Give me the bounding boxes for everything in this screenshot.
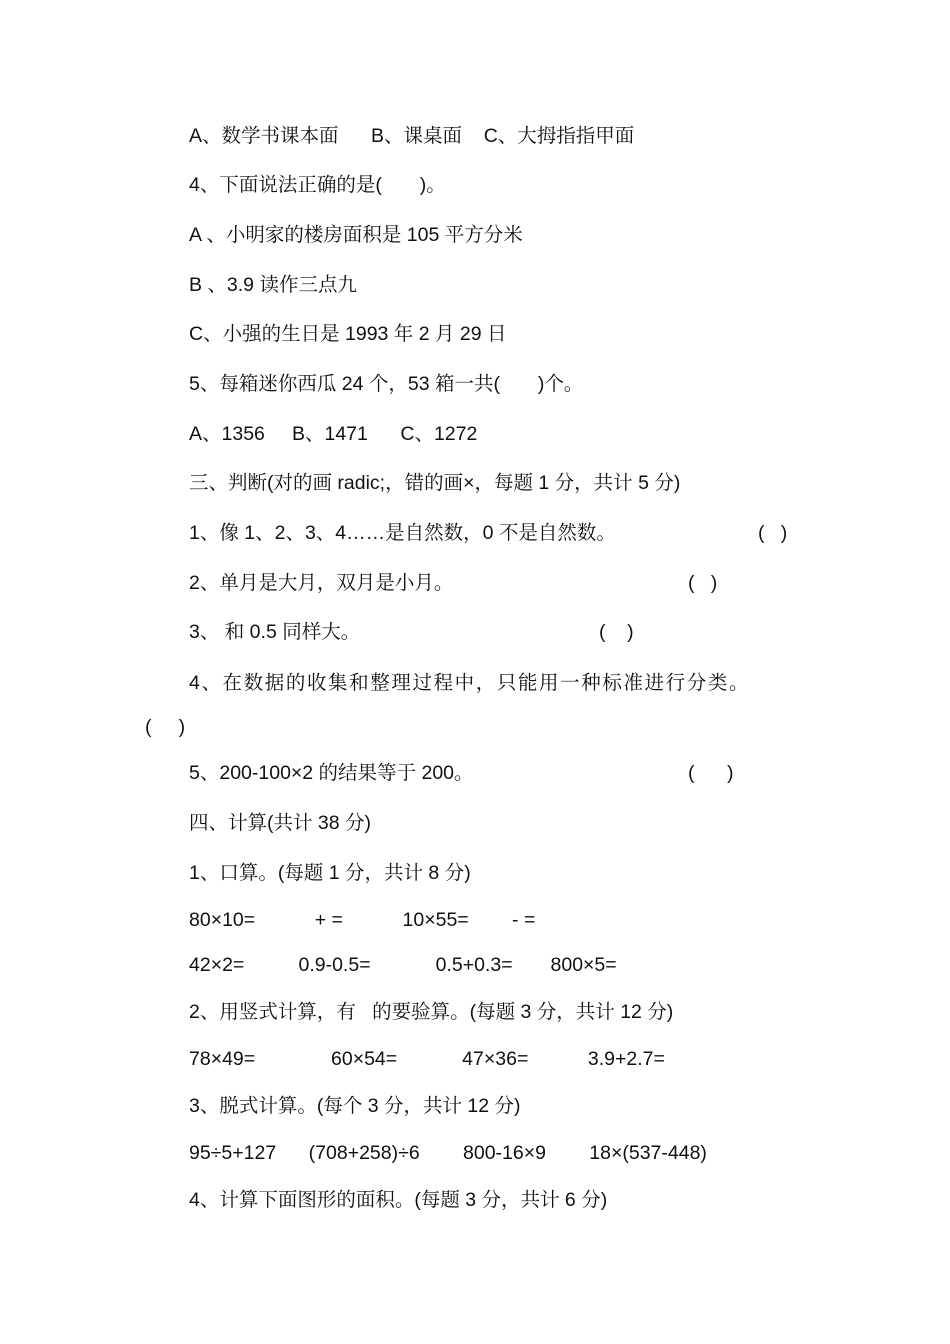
q4-option-a: A 、小明家的楼房面积是 105 平方分米 xyxy=(189,224,523,246)
calc-1-row-1: 80×10= + = 10×55= - = xyxy=(189,909,536,931)
judge-1-blank: ( ) xyxy=(758,522,788,544)
judge-5-text: 5、200-100×2 的结果等于 200。 xyxy=(189,762,474,784)
calc-1-heading: 1、口算。(每题 1 分，共计 8 分) xyxy=(189,862,471,884)
judge-2-blank: ( ) xyxy=(688,572,718,594)
q5-question: 5、每箱迷你西瓜 24 个，53 箱一共( )个。 xyxy=(189,373,584,395)
judge-3-blank: ( ) xyxy=(599,621,634,643)
calc-1-row-2: 42×2= 0.9-0.5= 0.5+0.3= 800×5= xyxy=(189,954,617,976)
q4-option-c: C、小强的生日是 1993 年 2 月 29 日 xyxy=(189,323,507,345)
q3-options: A、数学书课本面 B、课桌面 C、大拇指指甲面 xyxy=(189,125,635,147)
judge-1-text: 1、像 1、2、3、4……是自然数，0 不是自然数。 xyxy=(189,522,616,544)
q4-option-b: B 、3.9 读作三点九 xyxy=(189,274,357,296)
judge-2-text: 2、单月是大月，双月是小月。 xyxy=(189,572,454,594)
judge-5-blank: ( ) xyxy=(688,762,734,784)
calc-2-row: 78×49= 60×54= 47×36= 3.9+2.7= xyxy=(189,1048,665,1070)
calc-2-heading: 2、用竖式计算，有 的要验算。(每题 3 分，共计 12 分) xyxy=(189,1001,674,1023)
judge-4-text: 4、在数据的收集和整理过程中，只能用一种标准进行分类。 xyxy=(189,672,751,694)
calc-3-row: 95÷5+127 (708+258)÷6 800-16×9 18×(537-448) xyxy=(189,1142,707,1164)
judge-4-blank: ( ) xyxy=(145,716,186,738)
q4-question: 4、下面说法正确的是( )。 xyxy=(189,174,446,196)
section-3-heading: 三、判断(对的画 radic;，错的画×，每题 1 分，共计 5 分) xyxy=(189,472,681,494)
calc-3-heading: 3、脱式计算。(每个 3 分，共计 12 分) xyxy=(189,1095,521,1117)
q5-options: A、1356 B、1471 C、1272 xyxy=(189,423,478,445)
section-4-heading: 四、计算(共计 38 分) xyxy=(189,812,372,834)
calc-4-heading: 4、计算下面图形的面积。(每题 3 分，共计 6 分) xyxy=(189,1189,608,1211)
judge-3-text: 3、 和 0.5 同样大。 xyxy=(189,621,361,643)
